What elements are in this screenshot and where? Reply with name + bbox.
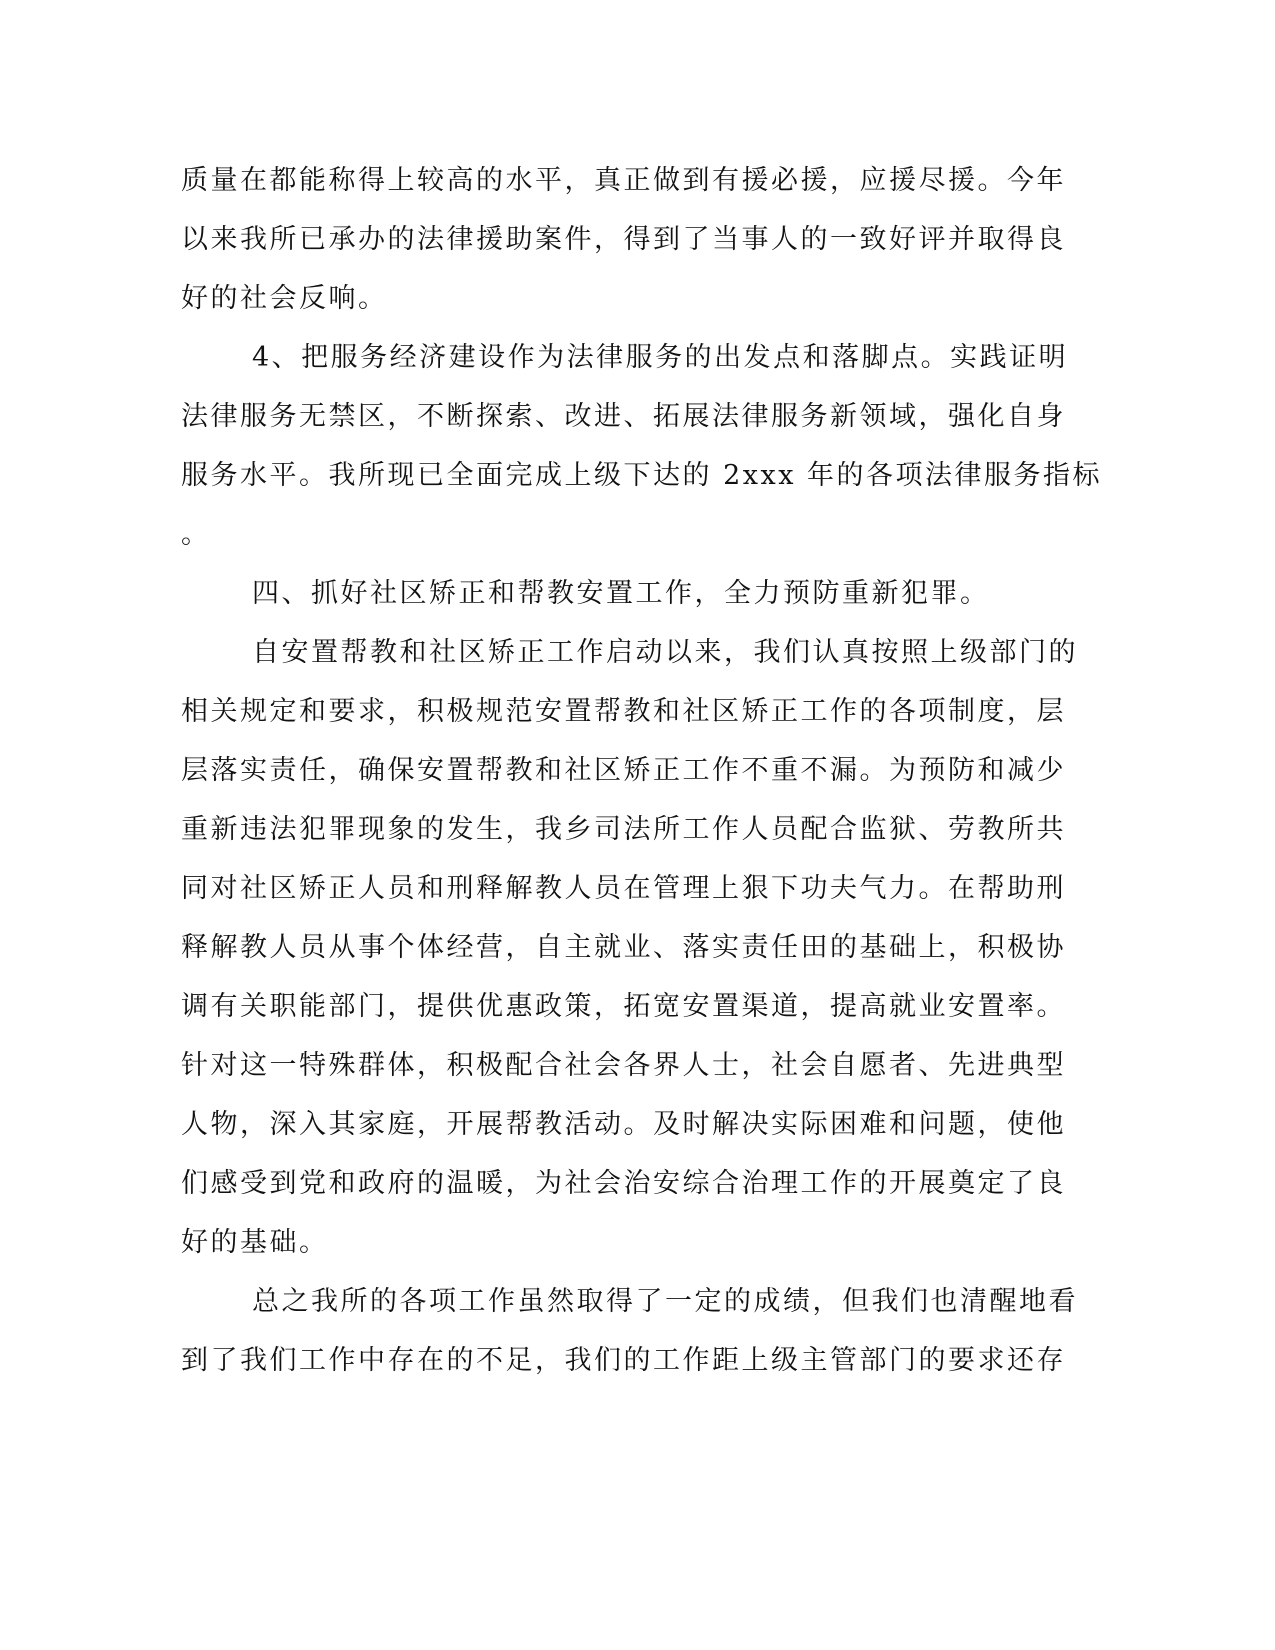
text-line: 服务水平。我所现已全面完成上级下达的 2xxx 年的各项法律服务指标	[181, 460, 1103, 491]
text-line: 人物，深入其家庭，开展帮教活动。及时解决实际困难和问题，使他	[181, 1109, 1066, 1140]
section-heading: 四、抓好社区矫正和帮教安置工作，全力预防重新犯罪。	[252, 578, 990, 609]
text-line: 层落实责任，确保安置帮教和社区矫正工作不重不漏。为预防和减少	[181, 755, 1066, 786]
text-line: 。	[181, 519, 211, 550]
text-line: 同对社区矫正人员和刑释解教人员在管理上狠下功夫气力。在帮助刑	[181, 873, 1066, 904]
text-line: 好的基础。	[181, 1227, 329, 1258]
text-line: 重新违法犯罪现象的发生，我乡司法所工作人员配合监狱、劳教所共	[181, 814, 1066, 845]
text-line: 质量在都能称得上较高的水平，真正做到有援必援，应援尽援。今年	[181, 165, 1066, 196]
text-line: 自安置帮教和社区矫正工作启动以来，我们认真按照上级部门的	[252, 637, 1078, 668]
text-line: 相关规定和要求，积极规范安置帮教和社区矫正工作的各项制度，层	[181, 696, 1066, 727]
text-line: 以来我所已承办的法律援助案件，得到了当事人的一致好评并取得良	[181, 224, 1066, 255]
text-line: 释解教人员从事个体经营，自主就业、落实责任田的基础上，积极协	[181, 932, 1066, 963]
text-line: 调有关职能部门，提供优惠政策，拓宽安置渠道，提高就业安置率。	[181, 991, 1066, 1022]
text-line: 法律服务无禁区，不断探索、改进、拓展法律服务新领域，强化自身	[181, 401, 1066, 432]
text-line: 到了我们工作中存在的不足，我们的工作距上级主管部门的要求还存	[181, 1345, 1066, 1376]
text-line: 针对这一特殊群体，积极配合社会各界人士，社会自愿者、先进典型	[181, 1050, 1066, 1081]
text-line: 们感受到党和政府的温暖，为社会治安综合治理工作的开展奠定了良	[181, 1168, 1066, 1199]
text-line: 总之我所的各项工作虽然取得了一定的成绩，但我们也清醒地看	[252, 1286, 1078, 1317]
text-line: 4、把服务经济建设作为法律服务的出发点和落脚点。实践证明	[252, 342, 1069, 373]
text-line: 好的社会反响。	[181, 283, 388, 314]
